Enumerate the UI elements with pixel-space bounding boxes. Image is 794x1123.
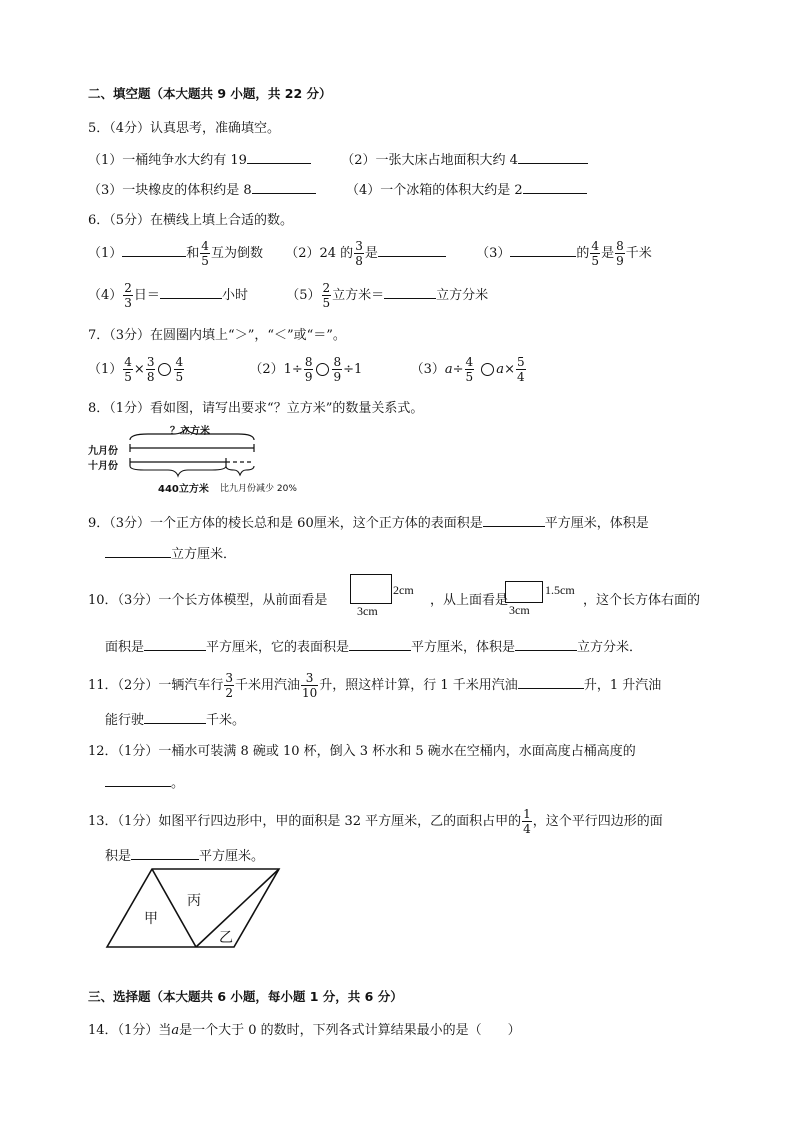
answer-blank[interactable] (349, 638, 411, 651)
fraction: $\frac{4}{5}$ (124, 355, 132, 384)
fraction: $\frac{4}{5}$ (591, 239, 600, 268)
fraction: $\frac{3}{2}$ (225, 671, 233, 700)
q13-text: 平方厘米。 (199, 849, 265, 864)
answer-blank[interactable] (518, 151, 588, 164)
q6-text: 的 (576, 246, 590, 261)
fraction: $\frac{4}{5}$ (201, 239, 209, 268)
answer-blank[interactable] (160, 286, 222, 299)
answer-blank[interactable] (515, 638, 577, 651)
answer-blank[interactable] (510, 244, 576, 257)
q9-row2 (105, 543, 236, 562)
q9-text: 9．（3分）一个正方体的棱长总和是 60厘米，这个正方体的表面积是 (88, 516, 483, 531)
q13-row2 (105, 845, 264, 864)
operator: × (133, 362, 145, 377)
fraction: $\frac{3}{8}$ (355, 239, 363, 268)
answer-blank[interactable] (252, 181, 316, 194)
q8-note-label: 比九月份减少 20% (220, 484, 297, 494)
region-yi-label: 乙 (219, 930, 233, 946)
answer-blank[interactable] (105, 774, 171, 787)
fraction: $\frac{3}{10}$ (301, 671, 318, 700)
q7-heading: 7．（3分）在圆圈内填上“＞”，“＜”或“＝”。 (88, 328, 346, 343)
q13-row1 (88, 808, 663, 835)
q11-row1 (88, 672, 661, 699)
q6-text: 立方米＝ (332, 288, 385, 303)
q11-text: 千米。 (206, 713, 246, 728)
q6-text: 立方分米 (436, 288, 489, 303)
fraction: $\frac{8}{9}$ (304, 355, 313, 384)
q7-row (88, 356, 527, 383)
answer-blank[interactable] (518, 676, 584, 689)
q13-parallelogram-figure (105, 866, 285, 950)
answer-blank[interactable] (131, 847, 199, 860)
q5-row1 (88, 149, 588, 168)
q13-text: 13．（1分）如图平行四边形中，甲的面积是 32 平方厘米，乙的面积占甲的 (88, 814, 522, 829)
operator: ÷ (452, 362, 464, 377)
answer-blank[interactable] (378, 244, 446, 257)
fraction: $\frac{4}{5}$ (465, 355, 474, 384)
q8-heading: 8．（1分）看如图，请写出要求“？立方米”的数量关系式。 (88, 401, 424, 416)
q6-label-5: （5） (286, 288, 321, 303)
q13-text: 积是 (105, 849, 132, 864)
q10-front-height-label: 2cm (393, 583, 414, 597)
answer-blank[interactable] (105, 545, 171, 558)
fraction: $\frac{2}{5}$ (322, 281, 331, 310)
q9-text: 平方厘米，体积是 (544, 516, 649, 531)
fraction: $\frac{4}{5}$ (175, 355, 184, 384)
q6-text: 千米 (625, 246, 652, 261)
q5-part2: （2）一张大床占地面积大约 4 (341, 153, 518, 168)
answer-blank[interactable] (247, 151, 311, 164)
q7-label-2: （2）1÷ (249, 362, 303, 377)
q8-question-label: ？立方米 (170, 426, 210, 437)
q11-row2 (105, 709, 245, 728)
q6-text: 小时 (221, 288, 248, 303)
q10-front-width-label: 3cm (357, 604, 378, 618)
q14-text: 是一个大于 0 的数时，下列各式计算结果最小的是（ ） (179, 1023, 521, 1038)
q6-label-3: （3） (476, 246, 511, 261)
fraction: $\frac{5}{4}$ (516, 355, 525, 384)
q6-text: 互为倒数 (210, 246, 263, 261)
q10-row1 (88, 589, 327, 608)
q10-text: 立方分米． (577, 640, 643, 655)
q10-text: ，从上面看是 (430, 593, 509, 608)
q10-text: 平方厘米，它的表面积是 (206, 640, 350, 655)
q12-row2 (105, 772, 184, 791)
q9-row1 (88, 512, 649, 531)
q11-text: 千米用汽油 (234, 678, 300, 693)
q10-text: 平方厘米，体积是 (411, 640, 516, 655)
region-jia-label: 甲 (144, 911, 158, 927)
answer-blank[interactable] (144, 711, 206, 724)
fraction: $\frac{8}{9}$ (333, 355, 342, 384)
q11-text: 能行驶 (105, 713, 145, 728)
q8-september-label: 九月份 (88, 446, 118, 457)
fraction: $\frac{2}{3}$ (124, 281, 132, 310)
q7-label-1: （1） (88, 362, 123, 377)
q5-part4: （4）一个冰箱的体积大约是 2 (345, 183, 523, 198)
q10-row2 (105, 636, 642, 655)
q10-text: ，这个长方体右面的 (583, 593, 701, 608)
q5-heading: 5．（4分）认真思考，准确填空。 (88, 121, 281, 136)
q6-label-1: （1） (88, 246, 123, 261)
variable: a (171, 1023, 180, 1038)
answer-blank[interactable] (483, 514, 545, 527)
compare-circle[interactable] (316, 363, 329, 376)
q6-heading: 6．（5分）在横线上填上合适的数。 (88, 213, 294, 228)
q10-text: 面积是 (105, 640, 145, 655)
q10-front-view-box (350, 574, 392, 604)
answer-blank[interactable] (122, 244, 186, 257)
q6-label-4: （4） (88, 288, 123, 303)
q10-text: 10．（3分）一个长方体模型，从前面看是 (88, 593, 328, 608)
fraction: $\frac{8}{9}$ (616, 239, 624, 268)
q6-text: 日＝ (133, 288, 160, 303)
q6-text: 和 (186, 246, 200, 261)
q8-diagram (88, 420, 328, 500)
q13-text: ，这个平行四边形的面 (532, 814, 663, 829)
fraction: $\frac{3}{8}$ (146, 355, 155, 384)
q9-text: 立方厘米． (171, 547, 237, 562)
q10-top-depth-label: 1.5cm (545, 583, 575, 597)
answer-blank[interactable] (144, 638, 206, 651)
section-title-multiple-choice: 三、选择题（本大题共 6 小题，每小题 1 分，共 6 分） (88, 989, 403, 1004)
answer-blank[interactable] (384, 286, 436, 299)
q12-text: 。 (171, 776, 185, 791)
variable: a (496, 362, 505, 377)
q14-row (88, 1019, 521, 1038)
q5-row2 (88, 179, 587, 198)
operator: ÷1 (343, 362, 363, 377)
compare-circle[interactable] (481, 363, 494, 376)
q6-row1 (88, 240, 652, 267)
operator: × (504, 362, 515, 377)
q7-label-3: （3） (410, 362, 445, 377)
compare-circle[interactable] (158, 363, 171, 376)
q11-text: 11．（2分）一辆汽车行 (88, 678, 224, 693)
fraction: $\frac{1}{4}$ (523, 807, 531, 836)
q6-label-2: （2）24 的 (285, 246, 354, 261)
q6-text: 是 (364, 246, 378, 261)
q14-text: 14．（1分）当 (88, 1023, 172, 1038)
q11-text: 升，照这样计算，行 1 千米用汽油 (319, 678, 518, 693)
q10-top-width-label: 3cm (509, 603, 530, 617)
q10-top-view-box (505, 581, 543, 603)
region-bing-label: 丙 (187, 893, 201, 909)
q11-text: 升，1 升汽油 (583, 678, 662, 693)
q5-part1: （1）一桶纯争水大约有 19 (88, 153, 247, 168)
q12-row1: 12．（1分）一桶水可装满 8 碗或 10 杯，倒入 3 杯水和 5 碗水在空桶内，水面高度占桶高度的 (88, 744, 636, 759)
q5-part3: （3）一块橡皮的体积约是 8 (88, 183, 252, 198)
variable: a (444, 362, 453, 377)
section-title-fill-blank: 二、填空题（本大题共 9 小题，共 22 分） (88, 86, 332, 101)
q6-row2 (88, 282, 488, 309)
q8-value-label: 440立方米 (158, 484, 209, 495)
answer-blank[interactable] (523, 181, 587, 194)
q6-text: 是 (601, 246, 615, 261)
q8-october-label: 十月份 (88, 461, 118, 472)
